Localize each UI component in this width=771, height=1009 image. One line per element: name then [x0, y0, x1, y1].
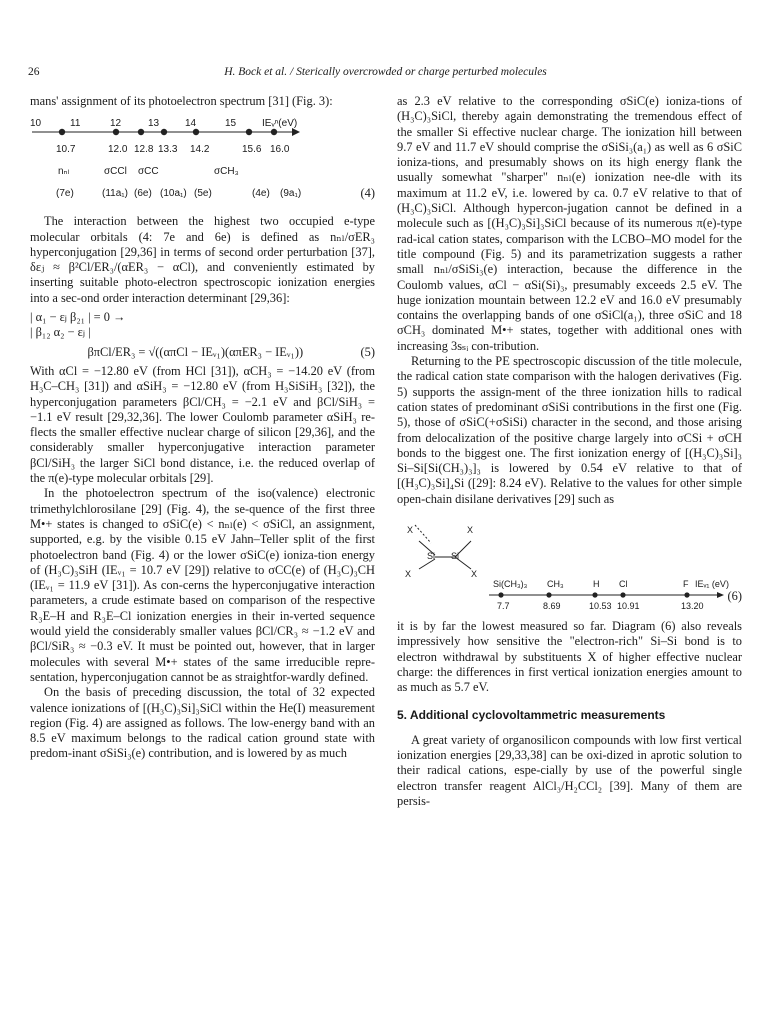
- fig4-mark-5: [246, 129, 252, 135]
- fig4-value-2: 12.8: [134, 144, 154, 156]
- fig4-mark-0: [59, 129, 65, 135]
- fig6-mark-2: [592, 592, 597, 597]
- determinant-row1: | α₁ − εⱼ β₂₁ | = 0 →: [30, 310, 126, 325]
- left-p2: With αCl = −12.80 eV (from HCl [31]), αCH₃ = −14.20 eV (from H₃C–CH₃ [31]) and αSiH₃ = −12.80 eV (from H₃SiSiH₃ [32]), the hyperconjugation parameters βCl/CH₃ = −2.1 eV and βCl/SiH₃ = −1.1 eV result [29,32,36]. The lower Coulomb parameter αSiH₃ re-flects the smaller effective nuclear charge of silicon [29,36], and the considerably smaller hyperconjugative interaction parameter βCl/SiH₃ the larger SiCl bond distance, i.e. the reduced overlap of the π(e)-type molecular orbitals [29].: [30, 363, 375, 486]
- fig4-scale-label-4: 14: [185, 118, 197, 130]
- fig6-value-2: 10.53: [589, 601, 612, 612]
- eq4-number: (4): [360, 186, 375, 201]
- left-intro: mans' assignment of its photoelectron spectrum [31] (Fig. 3):: [30, 94, 333, 108]
- fig4-orbital-2: σCC: [138, 166, 159, 178]
- fig4-label-5: (4e): [252, 188, 270, 200]
- diagram-4: [30, 112, 375, 208]
- fig4-orbital-0: nₙₗ: [58, 166, 70, 178]
- fig6-x-2: X: [405, 569, 412, 580]
- fig4-scale-label-0: 10: [30, 118, 42, 130]
- diagram-6: [397, 513, 742, 611]
- left-p3: In the photoelectron spectrum of the iso(valence) electronic trimethylchlorosilane [29] (Fig. 4), the se-quence of the first three M•+ states is changed to σSiC(e) < nₙₗ(e) < σSiCl, an assignment, supported, e.g. by the visible 0.15 eV Jahn–Teller split of the first photoelectron band (Fig. 4) or the lower σSiC(e) ioniza-tion energy of (H₃C)₃SiH (IEᵥ₁ = 10.7 eV [29]) relative to σCC(e) of (H₃C)₃CH (IEᵥ₁ = 11.9 eV [31]). As con-cerns the hyperconjugative interaction parameters, a crude estimate based on comparison of the respective R₃E–H and R₃E–Cl ionization energies in their in-verted sequence would yield the considerably smaller values βCl/CR₃ ≈ −1.2 eV and βCl/SiR₃ ≈ −0.3 eV. It must be pointed out, however, that in larger molecules with several M•+ states of the same irreducible repre-sentation, hyperconjugation cannot be as straightfor-wardly defined.: [30, 486, 375, 684]
- fig6-value-4: 13.20: [681, 601, 704, 612]
- fig6-sub-2: H: [593, 579, 600, 590]
- right-p3: it is by far the lowest measured so far. Diagram (6) also reveals impressively how sensitive the "electron-rich" Si–Si bond is to electron withdrawal by substituents X of higher effective nuclear charge: the differences in first vertical ionization energies amount to as much as 5.7 eV.: [397, 619, 742, 695]
- determinant: [30, 310, 375, 341]
- fig6-si-0: Si: [427, 551, 436, 562]
- fig4-value-4: 14.2: [190, 144, 210, 156]
- fig4-value-1: 12.0: [108, 144, 128, 156]
- fig4-value-0: 10.7: [56, 144, 76, 156]
- left-column: [30, 94, 375, 762]
- running-title: H. Bock et al. / Sterically overcrowded or charge perturbed molecules: [224, 66, 547, 78]
- right-column: [397, 94, 742, 809]
- fig6-value-0: 7.7: [497, 601, 510, 612]
- fig6-mark-4: [684, 592, 689, 597]
- fig4-value-6: 16.0: [270, 144, 290, 156]
- fig6-sub-4: F: [683, 579, 689, 590]
- fig4-scale-label-3: 13: [148, 118, 160, 130]
- right-p2: Returning to the PE spectroscopic discussion of the title molecule, the radical cation state comparison with the halogen derivatives (Fig. 5) supports the assign-ment of the three ionization hills to radical cation states of predominant σSiSi contributions in the first one (Fig. 5), those of σSiC(+σSiSi) character in the second, and those arising from delocalization of the positive charge largely into σCSi + σCH bonds to the biggest one. The first ionization energy of [(H₃C)₃Si]₃ Si–Si[Si(CH₃)₃]₃ is lowered by 0.54 eV relative to that of [(H₃C)₃Si]₄Si ([29]: 8.24 eV). Relative to the values for other simple open-chain disilane derivatives [29] such as: [397, 354, 742, 506]
- fig4-mark-3: [161, 129, 167, 135]
- equation-5: [30, 345, 375, 360]
- left-p4: On the basis of preceding discussion, the total of 32 expected valence ionizations of [(H₃C)₃Si]₃SiCl within the He(I) measurement region (Fig. 4) are assigned as follows. The low-energy band with an 8.5 eV maximum belongs to the radical cation ground state with predom-inant σSiSi₃(e) contribution, and is lowered by as much: [30, 685, 375, 761]
- fig4-orbital-3: σCH₃: [214, 166, 239, 178]
- fig4-label-4: (5e): [194, 188, 212, 200]
- eq5-number: (5): [360, 344, 375, 359]
- eq5-formula: βπCl/ER₃ = √((απCl − IEᵥ₁)(απER₃ − IEᵥ₁)): [87, 344, 304, 359]
- fig6-si-1: Si: [451, 551, 460, 562]
- fig4-label-1: (11a₁): [102, 188, 128, 200]
- fig4-scale-label-2: 12: [110, 118, 122, 130]
- fig6-x-3: X: [471, 569, 478, 580]
- fig6-x-0: X: [407, 525, 414, 536]
- fig6-mark-1: [546, 592, 551, 597]
- fig6-x-1: X: [467, 525, 474, 536]
- fig6-sub-3: Cl: [619, 579, 628, 590]
- eq6-number: (6): [727, 589, 742, 604]
- fig4-orbital-1: σCCl: [104, 166, 127, 178]
- left-p1: The interaction between the highest two occupied e-type molecular orbitals (4: 7e and 6e) is defined as nₙₗ/σER₃ hyperconjugation [29,36] in terms of second order perturbation [37], δεⱼ ≈ β²Cl/ER₃/(αER₃ − αCl), and conveniently estimated by inserting suitable photo-electron spectroscopic ionization energies into a sec-ond order interaction determinant [29,36]:: [30, 214, 375, 305]
- right-p1: as 2.3 eV relative to the corresponding σSiC(e) ioniza-tions of (H₃C)₃SiCl, thereby again demonstrating the tremendous effect of the smaller Si effective nuclear charge. The ionization hill between 9.7 eV and 11.7 eV should comprise the σSiSi₃(a₁) as well as 6 σSiC ioniza-tions, and presumably shows on its high energy flank the usually somewhat "sharper" nₙₗ(e) ionization nee-dle with its maximum at 11.2 eV, i.e. lowered by ca. 0.7 eV relative to that of (H₃C)₃SiCl. Although hypercon-jugation cannot be defined in a molecule such as [(H₃C)₃Si]₃SiCl because of its numerous π(e)-type rad-ical cation states, comparison with the LCBO–MO model for the title compound (Fig. 5) and its parametrization suggests a rather small nₙₗ/σSiSi₃(e) interaction, because the difference in the Coulomb values, αCl − αSi(Si)₃, presumably exceeds 2.5 eV. The huge ionization mountain between 12.2 eV and 16.0 eV presumably contains the overlapping bands of one σSiCl(a₁), three σSiC and 18 σCH₃ dominated M•+ states, together with additional ones with increasing 3sₛᵢ con-tribution.: [397, 94, 742, 353]
- fig4-scale-label-5: 15: [225, 118, 237, 130]
- fig6-mark-0: [498, 592, 503, 597]
- fig4-scale-label-6: IEᵥⁿ(eV): [262, 118, 298, 130]
- fig4-scale-label-1: 11: [70, 118, 81, 130]
- fig4-value-3: 13.3: [158, 144, 178, 156]
- fig6-sub-1: CH₃: [547, 579, 564, 590]
- determinant-row2: | β₁₂ α₂ − εⱼ |: [30, 325, 91, 340]
- right-p4: A great variety of organosilicon compounds with low first vertical ionization energies [29,33,38] can be oxi-dized in aprotic solution to their radical cations, espe-cially by use of the powerful single electron transfer reagent AlCl₃/H₂CCl₂ [39]. Many of them are persis-: [397, 732, 742, 808]
- section-title: 5. Additional cyclovoltammetric measurements: [397, 707, 666, 722]
- fig6-sub-5: IEᵥ₁ (eV): [695, 579, 729, 590]
- fig6-sub-0: Si(CH₃)₃: [493, 579, 528, 590]
- fig6-value-3: 10.91: [617, 601, 640, 612]
- fig4-label-0: (7e): [56, 188, 74, 200]
- fig4-mark-2: [138, 129, 144, 135]
- diagram-6-svg: [397, 513, 742, 611]
- fig6-mark-3: [620, 592, 625, 597]
- fig4-label-2: (6e): [134, 188, 152, 200]
- fig4-value-5: 15.6: [242, 144, 262, 156]
- fig6-value-1: 8.69: [543, 601, 561, 612]
- page-number: 26: [28, 66, 40, 78]
- fig4-label-3: (10a₁): [160, 188, 187, 200]
- fig4-label-6: (9a₁): [280, 188, 302, 200]
